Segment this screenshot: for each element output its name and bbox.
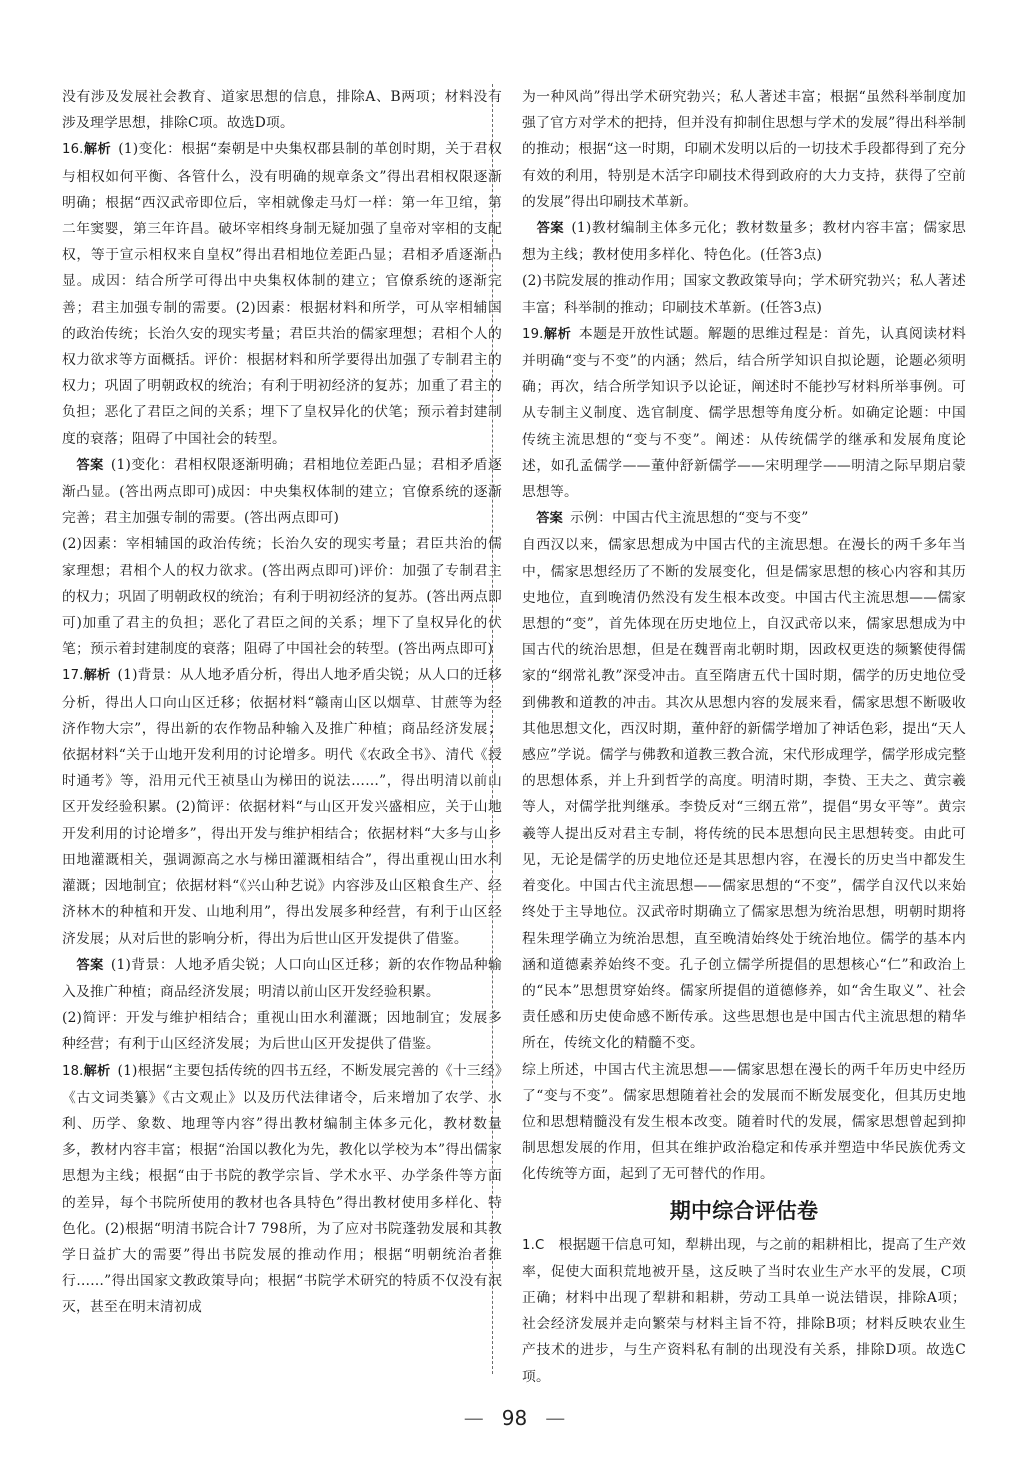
- section-label: 解析: [83, 142, 112, 158]
- question-number: 17.: [62, 668, 84, 684]
- page-footer: [0, 1406, 1029, 1430]
- indent: [62, 457, 76, 473]
- right-blocks: [522, 84, 966, 1188]
- right-column: [522, 84, 966, 1390]
- left-column: [62, 84, 502, 1321]
- footer-dash-left: —: [463, 1406, 484, 1430]
- paragraph-q18_answer1: [522, 215, 966, 268]
- paragraph-text: 没有涉及发展社会教育、道家思想的信息，排除A、B两项；材料没有涉及理学思想，排除C项。故选D项。: [62, 89, 502, 132]
- paragraph-q17_analysis: [62, 662, 502, 951]
- question-number: 19.: [522, 326, 544, 342]
- paragraph-text: 综上所述，中国古代主流思想——儒家思想在漫长的两千年历史中经历了“变与不变”。儒家思想随着社会的发展而不断发展变化，但其历史地位和思想精髓没有发生根本改变。随着时代的发展，儒家思想曾起到抑制思想发展的作用，但其在维护政治稳定和传承并塑造中华民族优秀文化传统等方面，起到了无可替代的作用。: [522, 1061, 966, 1183]
- indent: [522, 220, 536, 236]
- paragraph-q18_cont: [522, 84, 966, 215]
- footer-dash-right: —: [545, 1406, 566, 1430]
- gap: [104, 957, 111, 973]
- paragraph-q16_analysis: [62, 136, 502, 451]
- paragraph-q17_answer2: [62, 1005, 502, 1057]
- paragraph-q19_p2: [522, 1057, 966, 1188]
- column-divider: [492, 84, 493, 1374]
- gap: [104, 457, 111, 473]
- paragraph-text: 示例：中国古代主流思想的“变与不变”: [570, 510, 809, 527]
- section-label: 答案: [536, 221, 565, 237]
- paragraph-text: 自西汉以来，儒家思想成为中国古代的主流思想。在漫长的两千多年当中，儒家思想经历了不断的发展变化，但是儒家思想的核心内容和其历史地位，直到晚清仍然没有发生根本改变。中国古代主流思想——儒家思想的“变”，首先体现在历史地位上，自汉武帝以来，儒家思想成为中国古代的统治思想，但是在魏晋南北朝时期，因政权更迭的频繁使得儒家的“纲常礼教”深受冲击。直至隋唐五代十国时期，儒学的历史地位受到佛教和道教的冲击。其次从思想内容的发展来看，儒家思想不断吸收其他思想文化，西汉时期，董仲舒的新儒学增加了神话色彩，提出“天人感应”学说。儒学与佛教和道教三教合流，宋代形成理学，儒学形成完整的思想体系，并上升到哲学的高度。明清时期，李贽、王夫之、黄宗羲等人，对儒学批判继承。李贽反对“三纲五常”，提倡“男女平等”。黄宗羲等人提出反对君主专制，将传统的民本思想向民主思想转变。由此可见，无论是儒学的历史地位还是其思想内容，在漫长的历史当中都发生着变化。中国古代主流思想——儒家思想的“不变”，儒学自汉代以来始终处于主导地位。汉武帝时期确立了儒家思想为统治思想，明朝时期将程朱理学确立为统治思想，直至晚清始终处于统治地位。儒学的基本内涵和道德素养始终不变。孔子创立儒学所提倡的思想核心“仁”和政治上的“民本”思想贯穿始终。儒家所提倡的道德修养，如“舍生取义”、社会责任感和历史使命感不断传承。这些思想也是中国古代主流思想的精华所在，传统文化的精髓不变。: [522, 537, 966, 1052]
- paragraph-q19_p1: [522, 532, 966, 1056]
- question-number: 18.: [62, 1063, 84, 1079]
- gap: [110, 667, 117, 683]
- paragraph-q18_analysis: [62, 1058, 502, 1321]
- paragraph-text: (1)变化：根据“秦朝是中央集权郡县制的革创时期，关于君权与相权如何平衡、各管什么，没有明确的规章条文”得出君相权限逐渐明确；根据“西汉武帝即位后，宰相就像走马灯一样：第一年卫绾，第二年窦婴，第三年许昌。破坏宰相终身制无疑加强了皇帝对宰相的支配权，等于宣示相权来自皇权”得出君相地位差距凸显；君相矛盾逐渐凸显。成因：结合所学可得出中央集权体制的建立；官僚系统的逐渐完善；君主加强专制的需要。(2)因素：根据材料和所学，可从宰相辅国的政治传统；长治久安的现实考量；君臣共治的儒家理想；君相个人的权力欲求等方面概括。评价：根据材料和所学要得出加强了专制君主的权力；巩固了明朝政权的统治；有利于明初经济的复苏；加重了君主的负担；恶化了君臣之间的关系；埋下了皇权异化的伏笔；预示着封建制度的衰落；阻碍了中国社会的转型。: [62, 141, 502, 447]
- section-title: 期中综合评估卷: [669, 1198, 819, 1223]
- paragraph-q19_answer_head: [522, 505, 966, 532]
- paragraph-text: (2)简评：开发与维护相结合；重视山田水利灌溉；因地制宜；发展多种经营；有利于山区经济发展；为后世山区开发提供了借鉴。: [62, 1010, 502, 1053]
- paragraph-text: (2)书院发展的推动作用；国家文教政策导向；学术研究勃兴；私人著述丰富；科举制的推动；印刷技术革新。(任答3点): [522, 273, 966, 316]
- paragraph-q15_tail: [62, 84, 502, 136]
- gap: [544, 1237, 558, 1253]
- paragraph-q17_answer1: [62, 952, 502, 1005]
- paragraph-text: (1)变化：君相权限逐渐明确；君相地位差距凸显；君相矛盾逐渐凸显。(答出两点即可)成因：中央集权体制的建立；官僚系统的逐渐完善；君主加强专制的需要。(答出两点即可): [62, 456, 502, 527]
- section-label: 答案: [76, 457, 104, 473]
- section-label: 解析: [83, 1063, 111, 1079]
- paragraph-text: 本题是开放性试题。解题的思维过程是：首先，认真阅读材料并明确“变与不变”的内涵；然后，结合所学知识自拟论题，论题必须明确；再次，结合所学知识予以论证，阐述时不能抄写材料所举事例。可从专制主义制度、选官制度、儒学思想等角度分析。如确定论题：中国传统主流思想的“变与不变”。阐述：从传统儒学的继承和发展角度论述，如孔孟儒学——董仲舒新儒学——宋明理学——明清之际早期启蒙思想等。: [522, 325, 966, 501]
- paragraph-q16_answer1: [62, 452, 502, 532]
- section-label: 答案: [536, 511, 563, 527]
- section-label: 解析: [83, 668, 111, 684]
- paragraph-text: 为一种风尚”得出学术研究勃兴；私人著述丰富；根据“虽然科举制度加强了官方对学术的把持，但并没有抑制住思想与学术的发展”得出科举制的推动；根据“这一时期，印刷术发明以后的一切技术手段都得到了充分有效的利用，特别是木活字印刷技术得到政府的大力支持，获得了空前的发展”得出印刷技术革新。: [522, 89, 966, 210]
- gap: [571, 326, 578, 342]
- question-number: 16.: [62, 142, 84, 158]
- paragraph-q19_analysis: [522, 321, 966, 505]
- paragraph-text: (1)背景：从人地矛盾分析，得出人地矛盾尖锐；从人口的迁移分析，得出人口向山区迁移；依据材料“赣南山区以烟草、甘蔗等为经济作物大宗”，得出新的农作物品种输入及推广种植；商品经济发展；依据材料“关于山地开发利用的讨论增多。明代《农政全书》、清代《授时通考》等，沿用元代王祯垦山为梯田的说法……”，得出明清以前山区开发经验积累。(2)简评：依据材料“与山区开发兴盛相应，关于山地开发利用的讨论增多”，得出开发与维护相结合；依据材料“大多与山乡田地灌溉相关，强调源高之水与梯田灌溉相结合”，得出重视山田水利灌溉；因地制宜；依据材料“《兴山种艺说》内容涉及山区粮食生产、经济林木的种植和开发、山地利用”，得出发展多种经营，有利于山区经济发展；从对后世的影响分析，得出为后世山区开发提供了借鉴。: [62, 667, 502, 947]
- paragraph-text: (1)背景：人地矛盾尖锐；人口向山区迁移；新的农作物品种输入及推广种植；商品经济发展；明清以前山区开发经验积累。: [62, 956, 502, 1000]
- page-number: 98: [501, 1406, 528, 1430]
- section-label: 解析: [543, 326, 572, 342]
- paragraph-q18_answer2: [522, 268, 966, 320]
- paragraph-m1: [522, 1232, 966, 1390]
- paragraph-q16_answer2: [62, 531, 502, 662]
- paragraph-text: 根据题干信息可知，犁耕出现，与之前的耜耕相比，提高了生产效率，促使大面积荒地被开垦，这反映了当时农业生产水平的发展，C项正确；材料中出现了犁耕和耜耕，劳动工具单一说法错误，排除A项；社会经济发展并走向繁荣与材料主旨不符，排除B项；材料反映农业生产技术的进步，与生产资料私有制的出现没有关系，排除D项。故选C项。: [522, 1236, 966, 1385]
- paragraph-text: (1)教材编制主体多元化；教材数量多；教材内容丰富；儒家思想为主线；教材使用多样化、特色化。(任答3点): [522, 220, 967, 264]
- paragraph-text: (1)根据“主要包括传统的四书五经，不断发展完善的《十三经》《古文词类纂》《古文观止》以及历代法律诸令，后来增加了农学、水利、历学、象数、地理等内容”得出教材编制主体多元化，教材数量多，教材内容丰富；根据“治国以教化为先，教化以学校为本”得出儒家思想为主线；根据“由于书院的教学宗旨、学术水平、办学条件等方面的差异，每个书院所使用的教材也各具特色”得出教材使用多样化、特色化。(2)根据“明清书院合计7 798所，为了应对书院蓬勃发展和其教学日益扩大的需要”得出书院发展的推动作用；根据“明朝统治者推行……”得出国家文教政策导向；根据“书院学术研究的特质不仅没有泯灭，甚至在明末清初成: [62, 1062, 502, 1316]
- indent: [62, 957, 76, 973]
- section-items: [522, 1232, 966, 1390]
- indent: [522, 510, 536, 526]
- question-number: 1.C: [522, 1237, 545, 1253]
- paragraph-text: (2)因素：宰相辅国的政治传统；长治久安的现实考量；君臣共治的儒家理想；君相个人的权力欲求。(答出两点即可)评价：加强了专制君主的权力；巩固了明朝政权的统治；有利于明初经济的复苏。(答出两点即可)加重了君主的负担；恶化了君臣之间的关系；埋下了皇权异化的伏笔；预示着封建制度的衰落；阻碍了中国社会的转型。(答出两点即可): [62, 536, 502, 658]
- section-label: 答案: [76, 957, 104, 973]
